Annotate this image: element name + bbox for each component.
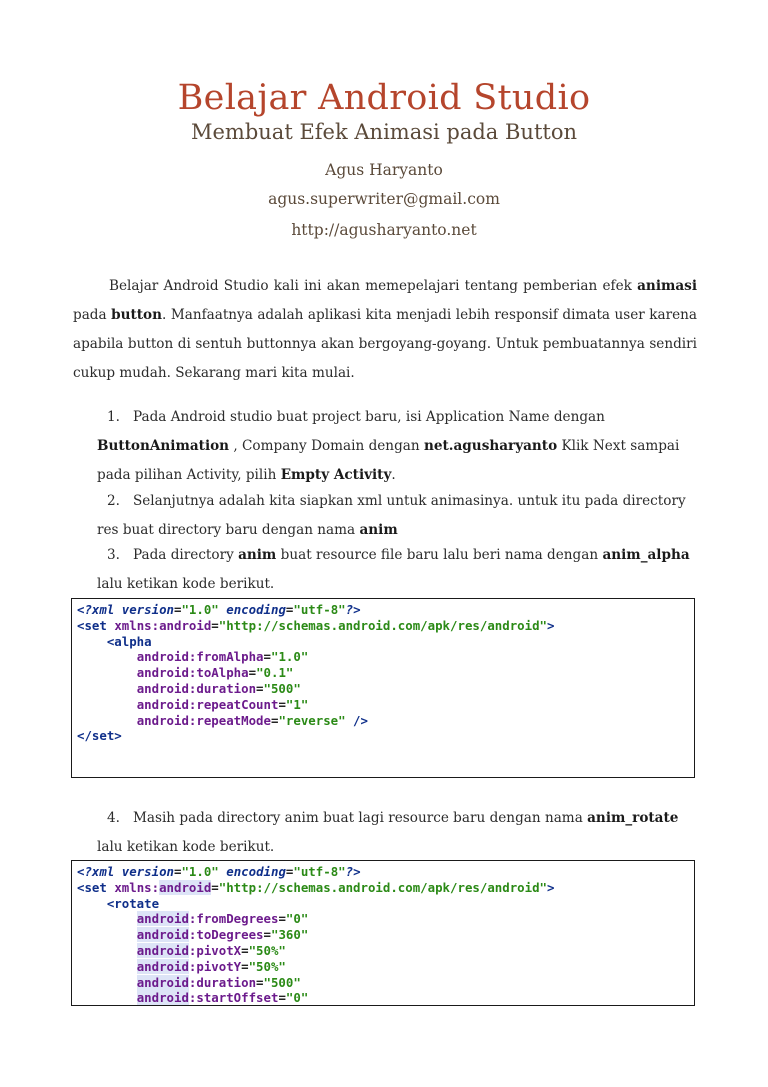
step-4 — [97, 804, 697, 862]
code-token: android — [136, 696, 189, 712]
code-token: :duration — [188, 974, 257, 990]
code-token: :pivotX — [188, 942, 242, 958]
code-token: android — [136, 649, 189, 665]
code-token-highlighted: android — [136, 974, 189, 990]
step-text: , Company Domain dengan — [229, 438, 424, 454]
step-3 — [97, 541, 697, 599]
code-token: <?xml — [77, 864, 122, 879]
code-token: "reverse" — [278, 712, 346, 728]
code-token: "http://schemas.android.com/apk/res/android" — [218, 617, 547, 633]
code-token: "500" — [263, 680, 301, 696]
code-token: "0" — [285, 911, 309, 927]
code-token: version — [121, 602, 174, 617]
code-token: "1.0" — [181, 864, 219, 879]
code-token: "1.0" — [181, 602, 219, 617]
code-token: > — [547, 879, 555, 895]
step-bold: anim — [359, 522, 398, 538]
step-bold: anim — [238, 547, 277, 563]
code-block-anim-rotate: <?xml version="1.0" encoding="utf-8"?> <set xmlns:android="http://schemas.android.com/apk/res/android"> <rotate android:fromDegrees="0" android:toDegrees="360" android:pivotX="50%" android:pivotY="50%" android:duration="500" android:startOffset="0" — [71, 860, 695, 1006]
step-text: . — [391, 467, 396, 483]
step-text: lalu ketikan kode berikut. — [97, 839, 275, 855]
code-token: > — [547, 617, 555, 633]
step-bold: net.agusharyanto — [423, 438, 558, 454]
code-token: "1" — [285, 696, 309, 712]
code-token: encoding — [226, 864, 286, 879]
step-text: Masih pada directory anim buat lagi resource baru dengan nama — [132, 810, 588, 826]
code-token: <alpha — [106, 633, 152, 649]
step-bold: Empty Activity — [280, 467, 392, 483]
code-token-highlighted: android — [136, 911, 189, 927]
step-text: Klik Next sampai pada pilihan Activity, pilih — [97, 438, 680, 483]
code-token: android — [136, 712, 189, 728]
code-token: :toAlpha — [188, 665, 249, 681]
code-token: "utf-8" — [293, 864, 346, 879]
step-bold: ButtonAnimation — [97, 438, 230, 454]
step-text: Selanjutnya adalah kita siapkan xml untuk animasinya. untuk itu pada directory res buat directory baru dengan nama — [97, 493, 686, 538]
step-bold: anim_alpha — [602, 547, 690, 563]
code-token-highlighted: android — [136, 990, 189, 1006]
code-token: xmlns: — [114, 879, 160, 895]
step-text: lalu ketikan kode berikut. — [97, 576, 275, 592]
code-token-highlighted: android — [136, 958, 189, 974]
step-bold: anim_rotate — [587, 810, 679, 826]
step-text: buat resource file baru lalu beri nama dengan — [276, 547, 603, 563]
intro-text: pada — [73, 307, 112, 323]
step-number: 2. — [107, 493, 120, 509]
code-token: "0.1" — [256, 665, 294, 681]
code-token: encoding — [226, 602, 286, 617]
document-subtitle: Membuat Efek Animasi pada Button — [191, 120, 577, 144]
intro-text: Belajar Android Studio kali ini akan memepelajari tentang pemberian efek — [109, 278, 638, 294]
intro-paragraph — [73, 272, 697, 388]
code-token: :repeatMode — [188, 712, 271, 728]
code-token: "500" — [263, 974, 301, 990]
code-token: "1.0" — [270, 649, 309, 665]
code-token: :repeatCount — [188, 696, 279, 712]
intro-bold-button: button — [111, 307, 163, 323]
code-token: :toDegrees — [188, 927, 264, 943]
author-website: http://agusharyanto.net — [291, 221, 477, 239]
code-token: :pivotY — [188, 958, 242, 974]
code-token: "0" — [285, 990, 309, 1006]
code-token-highlighted: android — [136, 942, 189, 958]
code-token: "utf-8" — [293, 602, 346, 617]
code-token: android — [136, 665, 189, 681]
code-token: ?> — [345, 864, 361, 879]
code-token: "50%" — [248, 958, 286, 974]
step-number: 3. — [107, 547, 120, 563]
code-token: ?> — [345, 602, 361, 617]
step-1 — [97, 403, 697, 490]
code-token: <?xml — [77, 602, 122, 617]
step-number: 4. — [107, 810, 120, 826]
step-number: 1. — [107, 409, 120, 425]
code-token: /> — [345, 712, 368, 728]
step-text: Pada directory — [132, 547, 239, 563]
code-token: <set — [77, 879, 115, 895]
code-token: :startOffset — [188, 990, 279, 1006]
code-token: :fromDegrees — [188, 911, 279, 927]
code-token: :duration — [188, 680, 257, 696]
code-token-highlighted: android — [159, 879, 212, 895]
step-2 — [97, 487, 697, 545]
document-title: Belajar Android Studio — [177, 78, 591, 118]
code-block-anim-alpha: <?xml version="1.0" encoding="utf-8"?> <set xmlns:android="http://schemas.android.com/apk/res/android"> <alpha android:fromAlpha="1.0" android:toAlpha="0.1" android:duration="500" android:repeatCount="1" android:repeatMode="reverse" /> </set> — [71, 598, 695, 778]
step-text: Pada Android studio buat project baru, isi Application Name dengan — [132, 409, 605, 425]
code-token: "360" — [270, 927, 309, 943]
code-token-highlighted: android — [136, 927, 189, 943]
author-name: Agus Haryanto — [325, 161, 443, 179]
code-token: :fromAlpha — [188, 649, 264, 665]
code-token: android — [136, 680, 189, 696]
author-email: agus.superwriter@gmail.com — [268, 190, 500, 208]
code-token: "50%" — [248, 942, 286, 958]
code-token: <set — [77, 617, 115, 633]
intro-text: . Manfaatnya adalah aplikasi kita menjadi lebih responsif dimata user karena apabila button di sentuh buttonnya akan bergoyang-goyang. Untuk pembuatannya sendiri cukup mudah. Sekarang mari kita mulai. — [73, 307, 698, 381]
code-token: <rotate — [106, 895, 160, 911]
code-token: </set> — [77, 728, 122, 744]
code-token: xmlns:android — [114, 617, 212, 633]
code-token: "http://schemas.android.com/apk/res/android" — [218, 879, 547, 895]
intro-bold-animasi: animasi — [637, 278, 697, 294]
code-token: version — [121, 864, 174, 879]
